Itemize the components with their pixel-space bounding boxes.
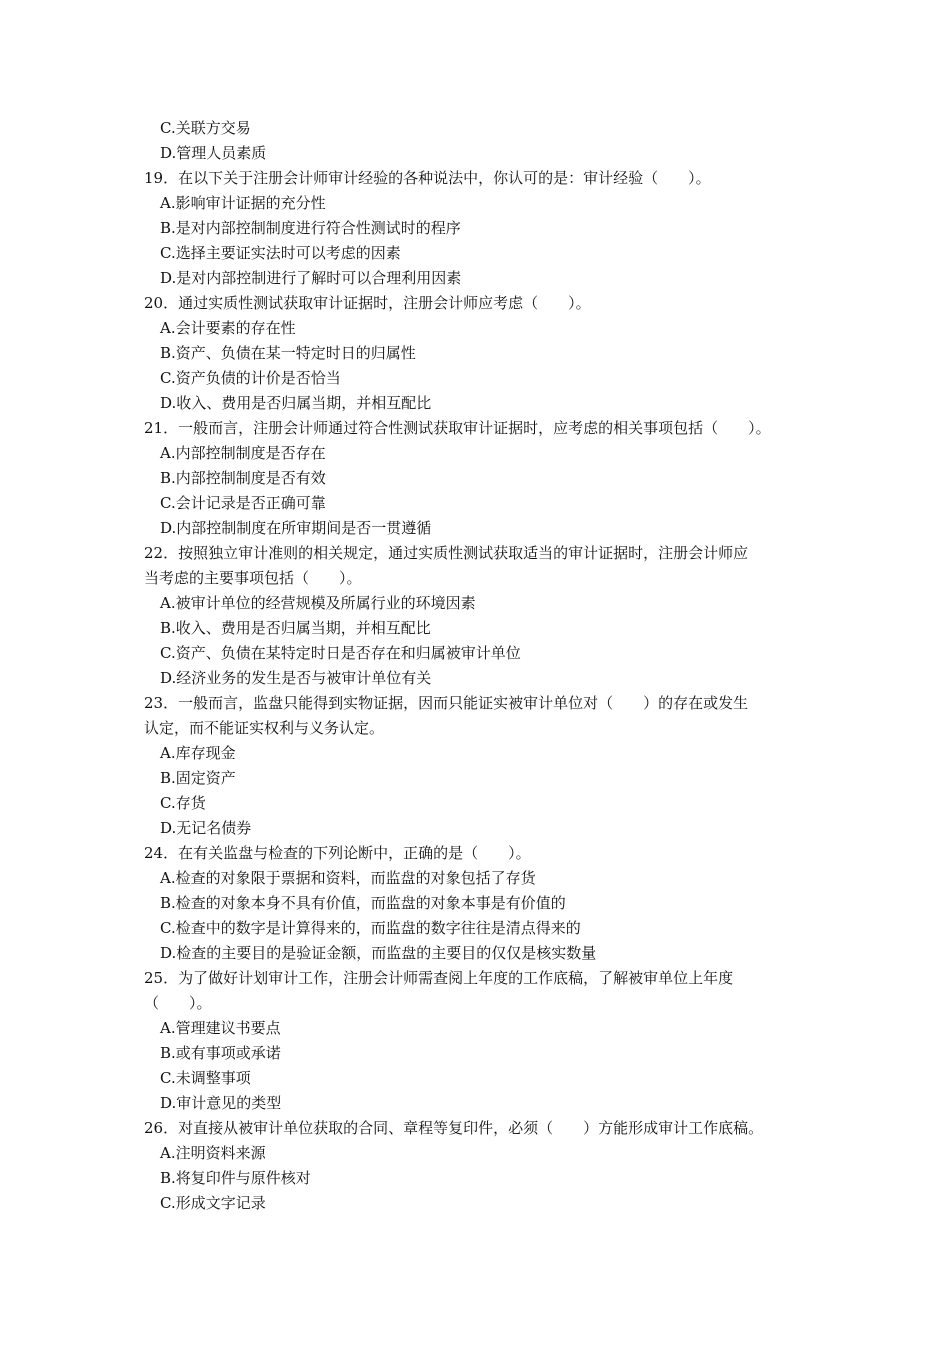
answer-option: A.内部控制制度是否存在: [160, 444, 326, 462]
answer-option: D.无记名债券: [160, 819, 252, 837]
question-text: 24．在有关监盘与检查的下列论断中，正确的是（ ）。: [144, 844, 531, 862]
answer-option: A.被审计单位的经营规模及所属行业的环境因素: [160, 594, 476, 612]
question-list: [144, 116, 816, 1216]
answer-option: C.关联方交易: [160, 119, 251, 137]
answer-option: B.资产、负债在某一特定时日的归属性: [160, 344, 416, 362]
answer-option: D.内部控制制度在所审期间是否一贯遵循: [160, 519, 432, 537]
answer-option: D.是对内部控制进行了解时可以合理利用因素: [160, 269, 462, 287]
question-text: 19．在以下关于注册会计师审计经验的各种说法中，你认可的是：审计经验（ ）。: [144, 169, 711, 187]
answer-option: C.资产负债的计价是否恰当: [160, 369, 341, 387]
question-text: 22．按照独立审计准则的相关规定，通过实质性测试获取适当的审计证据时，注册会计师应: [144, 544, 749, 562]
answer-option: C.资产、负债在某特定时日是否存在和归属被审计单位: [160, 644, 521, 662]
question-text: 当考虑的主要事项包括（ ）。: [144, 569, 362, 587]
answer-option: B.收入、费用是否归属当期，并相互配比: [160, 619, 431, 637]
question-text: 25．为了做好计划审计工作，注册会计师需查阅上年度的工作底稿，了解被审单位上年度: [144, 969, 734, 987]
answer-option: C.选择主要证实法时可以考虑的因素: [160, 244, 401, 262]
question-text: 21．一般而言，注册会计师通过符合性测试获取审计证据时，应考虑的相关事项包括（ ）。: [144, 419, 771, 437]
question-text: （ ）。: [144, 994, 212, 1012]
answer-option: A.会计要素的存在性: [160, 319, 296, 337]
answer-option: C.未调整事项: [160, 1069, 251, 1087]
answer-option: D.收入、费用是否归属当期，并相互配比: [160, 394, 432, 412]
answer-option: B.是对内部控制制度进行符合性测试时的程序: [160, 219, 461, 237]
answer-option: B.将复印件与原件核对: [160, 1169, 311, 1187]
answer-option: C.会计记录是否正确可靠: [160, 494, 326, 512]
answer-option: A.检查的对象限于票据和资料，而监盘的对象包括了存货: [160, 869, 536, 887]
answer-option: D.管理人员素质: [160, 144, 267, 162]
answer-option: A.影响审计证据的充分性: [160, 194, 326, 212]
answer-option: A.库存现金: [160, 744, 236, 762]
answer-option: B.固定资产: [160, 769, 236, 787]
question-text: 23．一般而言，监盘只能得到实物证据，因而只能证实被审计单位对（ ）的存在或发生: [144, 694, 749, 712]
question-text: 认定，而不能证实权利与义务认定。: [144, 719, 385, 737]
answer-option: B.或有事项或承诺: [160, 1044, 281, 1062]
answer-option: C.形成文字记录: [160, 1194, 266, 1212]
question-text: 26．对直接从被审计单位获取的合同、章程等复印件，必须（ ）方能形成审计工作底稿。: [144, 1119, 764, 1137]
question-text: 20．通过实质性测试获取审计证据时，注册会计师应考虑（ ）。: [144, 294, 591, 312]
answer-option: D.检查的主要目的是验证金额，而监盘的主要目的仅仅是核实数量: [160, 944, 597, 962]
answer-option: A.注明资料来源: [160, 1144, 266, 1162]
answer-option: D.审计意见的类型: [160, 1094, 282, 1112]
answer-option: D.经济业务的发生是否与被审计单位有关: [160, 669, 432, 687]
answer-option: C.存货: [160, 794, 206, 812]
answer-option: B.检查的对象本身不具有价值，而监盘的对象本事是有价值的: [160, 894, 566, 912]
answer-option: B.内部控制制度是否有效: [160, 469, 326, 487]
answer-option: A.管理建议书要点: [160, 1019, 281, 1037]
answer-option: C.检查中的数字是计算得来的，而监盘的数字往往是清点得来的: [160, 919, 581, 937]
